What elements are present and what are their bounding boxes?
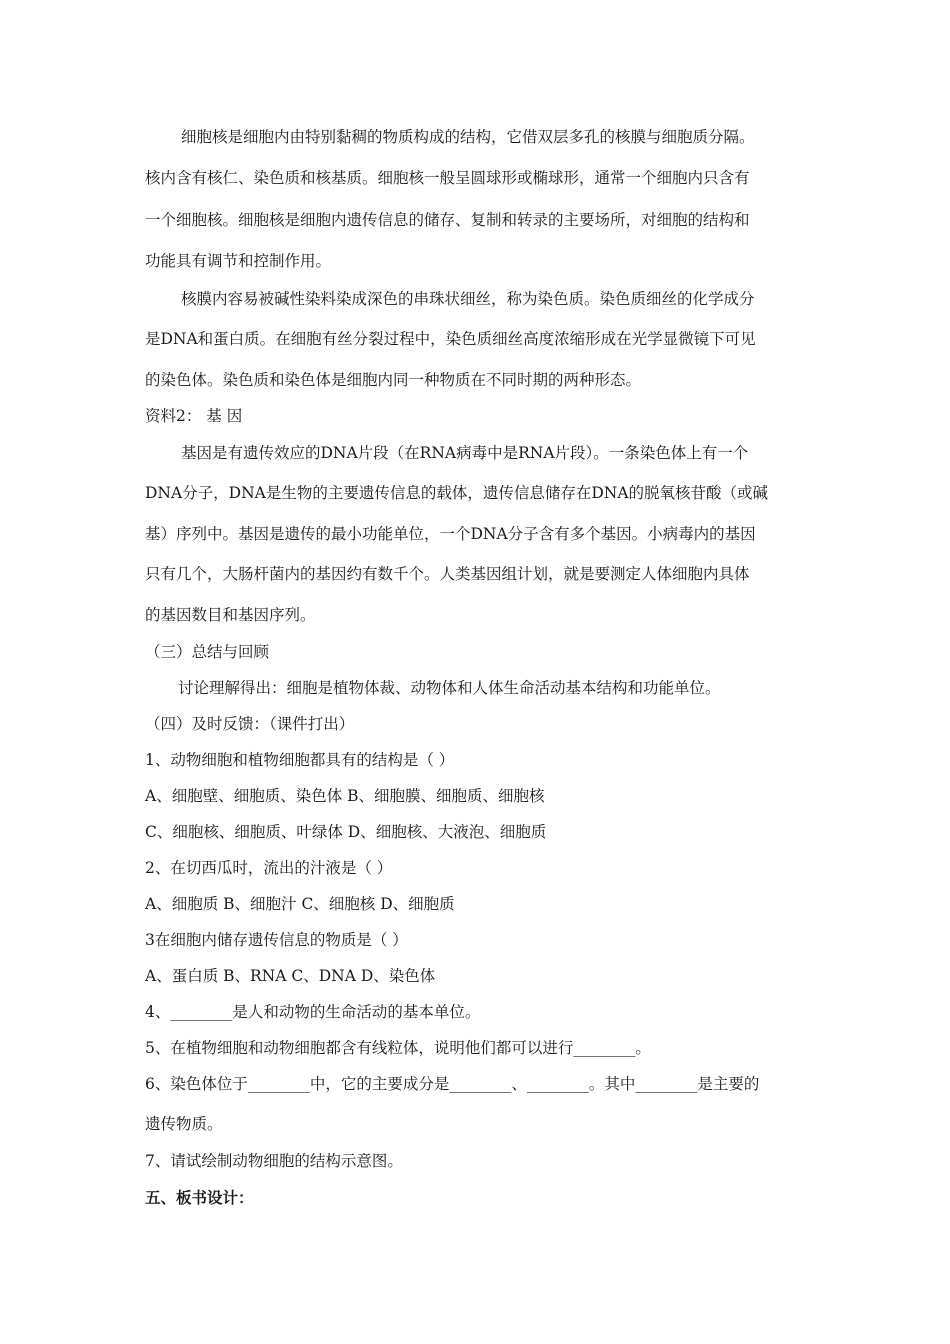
question-6-line-2: 遗传物质。	[145, 1115, 223, 1133]
paragraph-2-line-2: 是DNA和蛋白质。在细胞有丝分裂过程中，染色质细丝高度浓缩形成在光学显微镜下可见	[145, 330, 756, 348]
paragraph-2-line-3: 的染色体。染色质和染色体是细胞内同一种物质在不同时期的两种形态。	[145, 371, 642, 389]
question-6-line-1: 6、染色体位于________中，它的主要成分是________、________。其中________是主要的	[145, 1075, 760, 1093]
paragraph-3-line-4: 只有几个，大肠杆菌内的基因约有数千个。人类基因组计划，就是要测定人体细胞内具体	[145, 565, 750, 583]
paragraph-1-line-3: 一个细胞核。细胞核是细胞内遗传信息的储存、复制和转录的主要场所，对细胞的结构和	[145, 211, 750, 229]
paragraph-3-line-1: 基因是有遗传效应的DNA片段（在RNA病毒中是RNA片段）。一条染色体上有一个	[181, 444, 749, 462]
section-5-heading: 五、板书设计：	[145, 1188, 254, 1207]
paragraph-1-line-2: 核内含有核仁、染色质和核基质。细胞核一般呈圆球形或椭球形，通常一个细胞内只含有	[145, 169, 750, 187]
paragraph-3-line-5: 的基因数目和基因序列。	[145, 606, 316, 624]
question-3-options: A、蛋白质 B、RNA C、DNA D、染色体	[145, 967, 436, 985]
question-5: 5、在植物细胞和动物细胞都含有线粒体，说明他们都可以进行________。	[145, 1039, 651, 1057]
question-3-stem: 3在细胞内储存遗传信息的物质是（ ）	[145, 931, 408, 949]
material-2-heading: 资料2： 基 因	[145, 407, 243, 425]
paragraph-3-line-2: DNA分子，DNA是生物的主要遗传信息的载体，遗传信息储存在DNA的脱氧核苷酸（或碱	[145, 484, 769, 502]
paragraph-3-line-3: 基）序列中。基因是遗传的最小功能单位，一个DNA分子含有多个基因。小病毒内的基因	[145, 525, 756, 543]
paragraph-2-line-1: 核膜内容易被碱性染料染成深色的串珠状细丝，称为染色质。染色质细丝的化学成分	[181, 290, 755, 308]
section-4-heading: （四）及时反馈：（课件打出）	[145, 715, 355, 733]
question-2-options: A、细胞质 B、细胞汁 C、细胞核 D、细胞质	[145, 895, 455, 913]
paragraph-1-line-4: 功能具有调节和控制作用。	[145, 252, 332, 270]
paragraph-1-line-1: 细胞核是细胞内由特别黏稠的物质构成的结构，它借双层多孔的核膜与细胞质分隔。	[181, 128, 755, 146]
question-1-options-ab: A、细胞壁、细胞质、染色体 B、细胞膜、细胞质、细胞核	[145, 787, 545, 805]
question-1-stem: 1、动物细胞和植物细胞都具有的结构是（ ）	[145, 751, 455, 769]
question-1-options-cd: C、细胞核、细胞质、叶绿体 D、细胞核、大液泡、细胞质	[145, 823, 547, 841]
question-2-stem: 2、在切西瓜时，流出的汁液是（ ）	[145, 859, 393, 877]
section-3-text: 讨论理解得出：细胞是植物体裁、动物体和人体生命活动基本结构和功能单位。	[178, 679, 721, 697]
section-3-heading: （三）总结与回顾	[145, 643, 270, 661]
question-7: 7、请试绘制动物细胞的结构示意图。	[145, 1152, 403, 1170]
question-4: 4、________是人和动物的生命活动的基本单位。	[145, 1003, 481, 1021]
